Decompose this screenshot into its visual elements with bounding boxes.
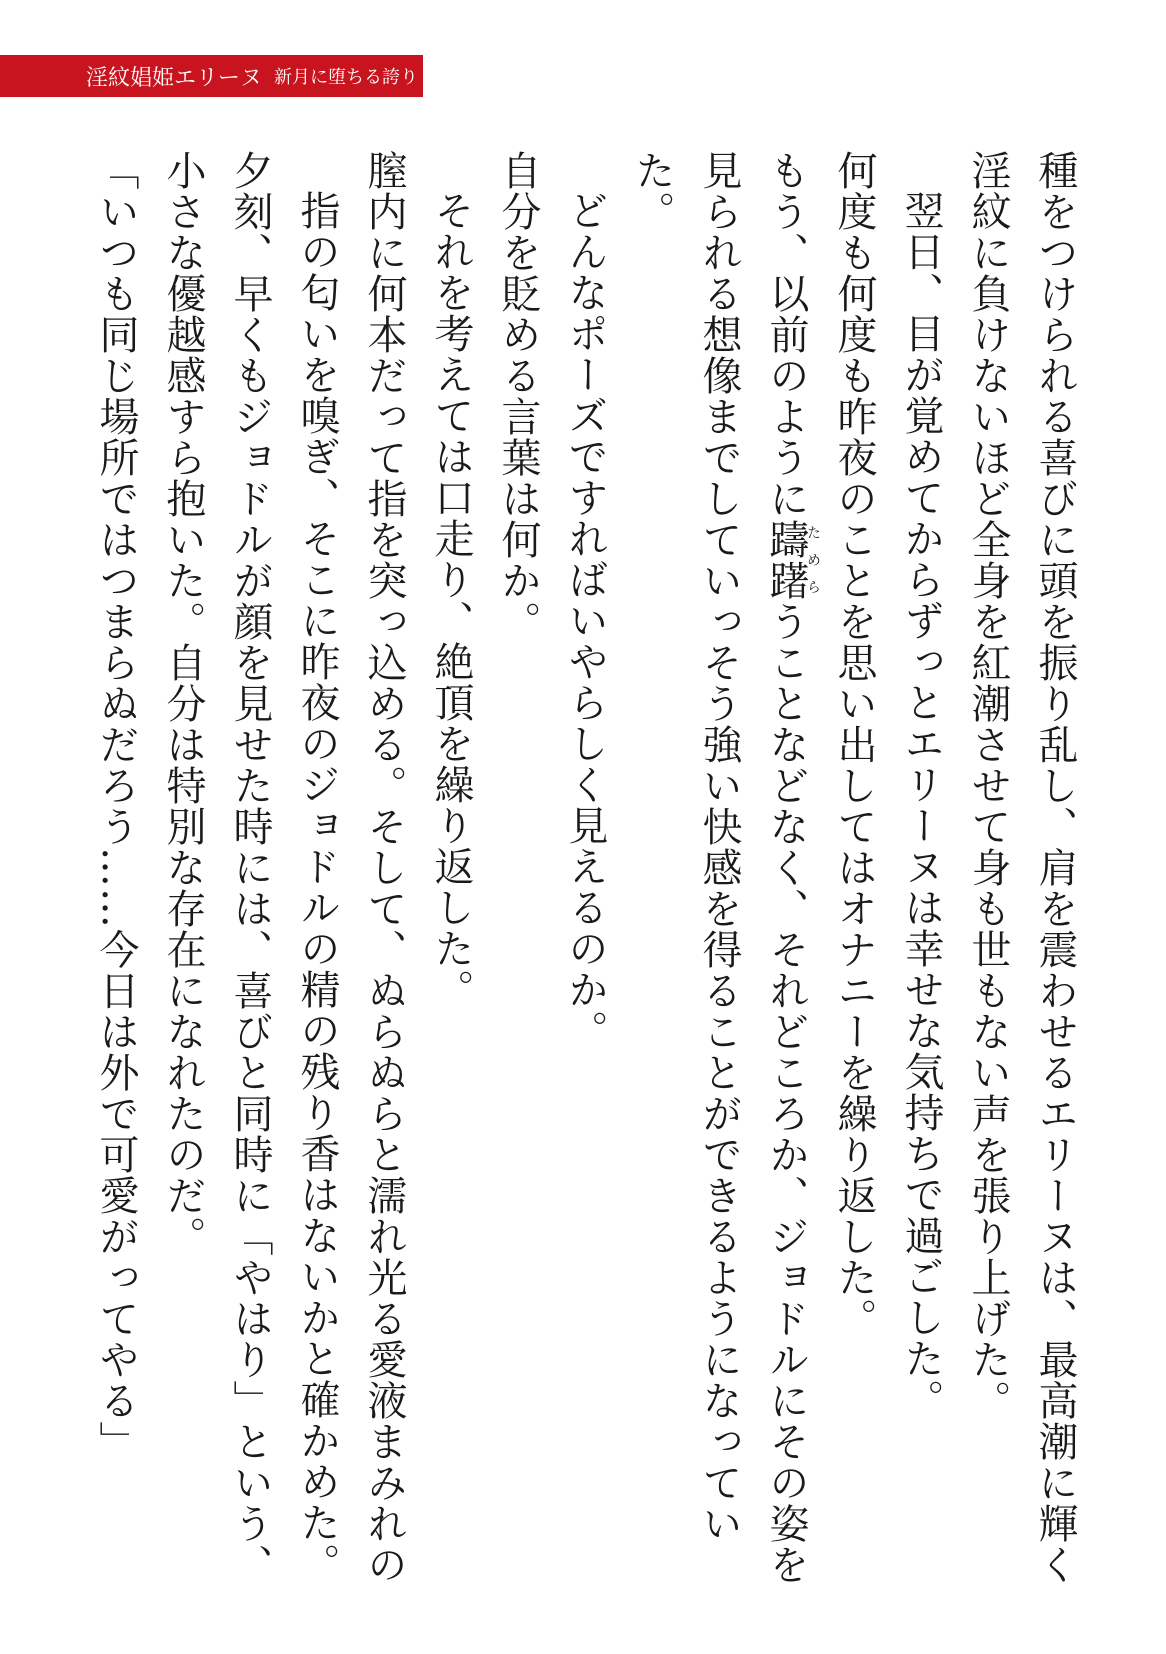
text-line: 「いつも同じ場所ではつまらぬだろう……今日は外で可愛がってやる」 xyxy=(93,150,139,1462)
text-line: 小さな優越感すら抱いた。自分は特別な存在になれたのだ。 xyxy=(160,150,206,1257)
text-line: 見られる想像までしていっそう強い快感を得ることができるようになっていた。 xyxy=(629,150,742,1544)
text-line: それを考えては口走り、絶頂を繰り返した。 xyxy=(428,190,474,1010)
text-line: 淫紋に負けないほど全身を紅潮させて身も世もない声を張り上げた。 xyxy=(965,150,1011,1421)
text-line: 膣内に何本だって指を突っ込める。そして、ぬらぬらと濡れ光る愛液まみれの xyxy=(361,150,407,1585)
text-line: 翌日、目が覚めてからずっとエリーヌは幸せな気持ちで過ごした。 xyxy=(898,190,944,1420)
text-line: 夕刻、早くもジョドルが顔を見せた時には、喜びと同時に「やはり」という、 xyxy=(227,150,273,1585)
vertical-text-body xyxy=(88,150,1088,1610)
text-line: 自分を貶める言葉は何か。 xyxy=(495,150,541,642)
header-band xyxy=(0,55,423,97)
book-title: 淫紋娼姫エリーヌ xyxy=(86,65,263,91)
text-line: 何度も何度も昨夜のことを思い出してはオナニーを繰り返した。 xyxy=(831,150,877,1339)
text-line: どんなポーズですればいやらしく見えるのか。 xyxy=(562,190,608,1051)
ruby-reading: ためら xyxy=(805,519,821,601)
text-line: 種をつけられる喜びに頭を振り乱し、肩を震わせるエリーヌは、最高潮に輝く xyxy=(1032,150,1078,1585)
text-line: 指の匂いを嗅ぎ、そこに昨夜のジョドルの精の残り香はないかと確かめた。 xyxy=(294,190,340,1584)
ruby-annotation: 躊躇ためら xyxy=(763,519,821,601)
text-line: もう、以前のように躊躇ためらうことなどなく、それどころか、ジョドルにその姿を xyxy=(763,150,821,1585)
book-subtitle: 新月に堕ちる誇り xyxy=(274,67,419,88)
